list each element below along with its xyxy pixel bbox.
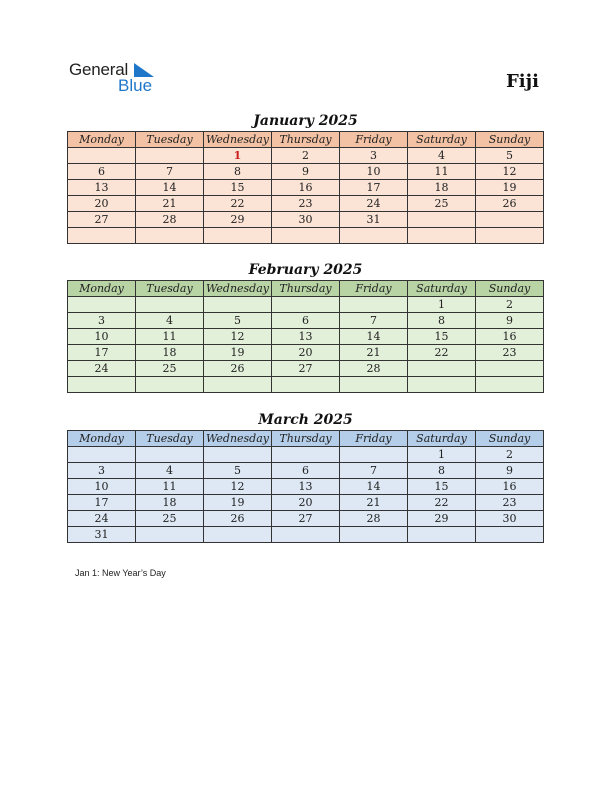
weekday-header-tuesday: Tuesday <box>136 132 204 148</box>
day-cell: 31 <box>340 212 408 228</box>
week-row <box>68 212 544 228</box>
day-cell: 8 <box>408 463 476 479</box>
day-cell: 3 <box>340 148 408 164</box>
day-cell: 27 <box>68 212 136 228</box>
empty-day-cell <box>476 228 544 244</box>
day-cell: 30 <box>272 212 340 228</box>
empty-day-cell <box>408 527 476 543</box>
weekday-header-sunday: Sunday <box>476 281 544 297</box>
weekday-header-sunday: Sunday <box>476 431 544 447</box>
empty-day-cell <box>340 447 408 463</box>
empty-day-cell <box>408 377 476 393</box>
day-cell: 1 <box>204 148 272 164</box>
day-cell: 18 <box>136 345 204 361</box>
day-cell: 22 <box>408 495 476 511</box>
day-cell: 15 <box>408 479 476 495</box>
day-cell: 1 <box>408 297 476 313</box>
day-cell: 17 <box>68 495 136 511</box>
week-row <box>68 463 544 479</box>
day-cell: 11 <box>408 164 476 180</box>
day-cell: 11 <box>136 329 204 345</box>
day-cell: 6 <box>272 313 340 329</box>
weekday-header-saturday: Saturday <box>408 281 476 297</box>
day-cell: 4 <box>136 463 204 479</box>
day-cell: 26 <box>204 361 272 377</box>
month-february <box>67 260 544 393</box>
week-row <box>68 313 544 329</box>
day-cell: 9 <box>476 313 544 329</box>
day-cell: 25 <box>136 511 204 527</box>
empty-day-cell <box>136 148 204 164</box>
logo-text-blue: Blue <box>118 76 153 95</box>
day-cell: 7 <box>340 313 408 329</box>
day-cell: 10 <box>68 479 136 495</box>
day-cell: 25 <box>136 361 204 377</box>
week-row <box>68 495 544 511</box>
day-cell: 6 <box>272 463 340 479</box>
weekday-header-wednesday: Wednesday <box>204 132 272 148</box>
week-row <box>68 196 544 212</box>
empty-day-cell <box>408 228 476 244</box>
day-cell: 28 <box>340 511 408 527</box>
empty-day-cell <box>136 527 204 543</box>
week-row <box>68 297 544 313</box>
empty-day-cell <box>68 377 136 393</box>
empty-day-cell <box>476 377 544 393</box>
day-cell: 21 <box>340 345 408 361</box>
week-row <box>68 527 544 543</box>
day-cell: 27 <box>272 361 340 377</box>
day-cell: 24 <box>68 361 136 377</box>
week-row <box>68 479 544 495</box>
week-row <box>68 148 544 164</box>
day-cell: 28 <box>136 212 204 228</box>
day-cell: 5 <box>204 463 272 479</box>
day-cell: 31 <box>68 527 136 543</box>
empty-day-cell <box>204 377 272 393</box>
day-cell: 9 <box>476 463 544 479</box>
day-cell: 26 <box>476 196 544 212</box>
month-march <box>67 410 544 543</box>
day-cell: 22 <box>204 196 272 212</box>
day-cell: 25 <box>408 196 476 212</box>
weekday-header-row <box>68 132 544 148</box>
day-cell: 5 <box>476 148 544 164</box>
week-row <box>68 511 544 527</box>
empty-day-cell <box>68 447 136 463</box>
day-cell: 21 <box>340 495 408 511</box>
day-cell: 23 <box>476 495 544 511</box>
day-cell: 11 <box>136 479 204 495</box>
week-row <box>68 377 544 393</box>
empty-day-cell <box>272 447 340 463</box>
day-cell: 8 <box>408 313 476 329</box>
general-blue-logo <box>69 60 169 96</box>
day-cell: 16 <box>476 479 544 495</box>
calendar-table <box>67 430 544 543</box>
day-cell: 27 <box>272 511 340 527</box>
day-cell: 13 <box>68 180 136 196</box>
empty-day-cell <box>272 228 340 244</box>
empty-day-cell <box>340 297 408 313</box>
empty-day-cell <box>476 361 544 377</box>
empty-day-cell <box>408 361 476 377</box>
empty-day-cell <box>204 447 272 463</box>
weekday-header-sunday: Sunday <box>476 132 544 148</box>
day-cell: 7 <box>136 164 204 180</box>
empty-day-cell <box>272 377 340 393</box>
empty-day-cell <box>408 212 476 228</box>
day-cell: 19 <box>204 495 272 511</box>
weekday-header-thursday: Thursday <box>272 132 340 148</box>
day-cell: 13 <box>272 479 340 495</box>
month-january <box>67 111 544 244</box>
day-cell: 16 <box>272 180 340 196</box>
day-cell: 3 <box>68 313 136 329</box>
weekday-header-monday: Monday <box>68 431 136 447</box>
empty-day-cell <box>136 297 204 313</box>
week-row <box>68 180 544 196</box>
weekday-header-monday: Monday <box>68 132 136 148</box>
day-cell: 10 <box>68 329 136 345</box>
day-cell: 2 <box>476 447 544 463</box>
weekday-header-saturday: Saturday <box>408 431 476 447</box>
day-cell: 20 <box>272 495 340 511</box>
day-cell: 2 <box>476 297 544 313</box>
day-cell: 14 <box>340 329 408 345</box>
weekday-header-tuesday: Tuesday <box>136 281 204 297</box>
empty-day-cell <box>68 297 136 313</box>
week-row <box>68 228 544 244</box>
day-cell: 12 <box>476 164 544 180</box>
weekday-header-friday: Friday <box>340 281 408 297</box>
month-title: February 2025 <box>248 262 363 278</box>
weekday-header-row <box>68 431 544 447</box>
empty-day-cell <box>476 212 544 228</box>
empty-day-cell <box>136 228 204 244</box>
empty-day-cell <box>340 527 408 543</box>
day-cell: 23 <box>476 345 544 361</box>
empty-day-cell <box>136 377 204 393</box>
weekday-header-thursday: Thursday <box>272 281 340 297</box>
day-cell: 12 <box>204 479 272 495</box>
day-cell: 20 <box>68 196 136 212</box>
empty-day-cell <box>204 527 272 543</box>
weekday-header-wednesday: Wednesday <box>204 281 272 297</box>
empty-day-cell <box>340 377 408 393</box>
logo-triangle-icon <box>134 63 156 77</box>
day-cell: 29 <box>204 212 272 228</box>
weekday-header-friday: Friday <box>340 431 408 447</box>
day-cell: 17 <box>340 180 408 196</box>
weekday-header-thursday: Thursday <box>272 431 340 447</box>
day-cell: 28 <box>340 361 408 377</box>
country-title: Fiji <box>506 71 539 92</box>
empty-day-cell <box>68 228 136 244</box>
empty-day-cell <box>340 228 408 244</box>
day-cell: 5 <box>204 313 272 329</box>
day-cell: 21 <box>136 196 204 212</box>
day-cell: 15 <box>204 180 272 196</box>
holiday-note: Jan 1: New Year’s Day <box>75 568 166 578</box>
day-cell: 20 <box>272 345 340 361</box>
day-cell: 19 <box>476 180 544 196</box>
day-cell: 24 <box>68 511 136 527</box>
day-cell: 19 <box>204 345 272 361</box>
day-cell: 12 <box>204 329 272 345</box>
weekday-header-monday: Monday <box>68 281 136 297</box>
day-cell: 10 <box>340 164 408 180</box>
empty-day-cell <box>272 297 340 313</box>
day-cell: 3 <box>68 463 136 479</box>
week-row <box>68 329 544 345</box>
day-cell: 2 <box>272 148 340 164</box>
weekday-header-saturday: Saturday <box>408 132 476 148</box>
week-row <box>68 164 544 180</box>
day-cell: 26 <box>204 511 272 527</box>
calendar-table <box>67 280 544 393</box>
weekday-header-tuesday: Tuesday <box>136 431 204 447</box>
logo-text-general: General <box>69 60 129 79</box>
day-cell: 23 <box>272 196 340 212</box>
day-cell: 6 <box>68 164 136 180</box>
day-cell: 14 <box>340 479 408 495</box>
weekday-header-row <box>68 281 544 297</box>
empty-day-cell <box>136 447 204 463</box>
day-cell: 7 <box>340 463 408 479</box>
empty-day-cell <box>68 148 136 164</box>
day-cell: 1 <box>408 447 476 463</box>
week-row <box>68 361 544 377</box>
week-row <box>68 345 544 361</box>
empty-day-cell <box>204 297 272 313</box>
day-cell: 8 <box>204 164 272 180</box>
week-row <box>68 447 544 463</box>
weekday-header-friday: Friday <box>340 132 408 148</box>
month-title: March 2025 <box>258 412 353 428</box>
day-cell: 18 <box>408 180 476 196</box>
day-cell: 9 <box>272 164 340 180</box>
day-cell: 18 <box>136 495 204 511</box>
day-cell: 30 <box>476 511 544 527</box>
empty-day-cell <box>476 527 544 543</box>
day-cell: 4 <box>136 313 204 329</box>
calendar-table <box>67 131 544 244</box>
day-cell: 13 <box>272 329 340 345</box>
day-cell: 15 <box>408 329 476 345</box>
day-cell: 24 <box>340 196 408 212</box>
day-cell: 16 <box>476 329 544 345</box>
empty-day-cell <box>272 527 340 543</box>
empty-day-cell <box>204 228 272 244</box>
day-cell: 14 <box>136 180 204 196</box>
month-title: January 2025 <box>253 113 358 129</box>
day-cell: 4 <box>408 148 476 164</box>
day-cell: 17 <box>68 345 136 361</box>
day-cell: 22 <box>408 345 476 361</box>
weekday-header-wednesday: Wednesday <box>204 431 272 447</box>
day-cell: 29 <box>408 511 476 527</box>
